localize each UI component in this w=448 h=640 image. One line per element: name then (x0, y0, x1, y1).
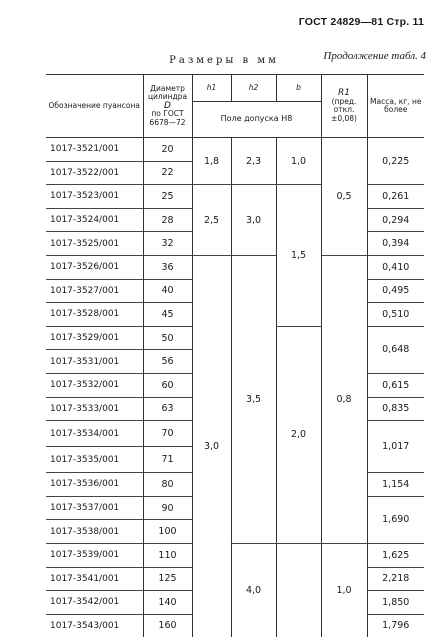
h2-header: h2 (231, 75, 276, 102)
h1-value: 3,0 (192, 255, 231, 637)
table-row (46, 255, 424, 279)
row-mass: 1,690 (367, 496, 424, 543)
r-value: 0,8 (321, 255, 367, 543)
row-designation: 1017-3543/001 (50, 620, 120, 631)
row-diameter: 56 (143, 350, 192, 374)
row-diameter: 70 (143, 421, 192, 447)
h2-value: 3,0 (231, 185, 276, 256)
h2-value: 3,5 (231, 255, 276, 543)
row-mass: 0,615 (367, 373, 424, 397)
row-mass: 0,648 (367, 326, 424, 373)
row-diameter: 140 (143, 591, 192, 615)
row-diameter: 63 (143, 397, 192, 421)
b-value (276, 543, 321, 637)
row-designation: 1017-3528/001 (46, 303, 143, 327)
row-mass: 0,294 (367, 208, 424, 232)
tolerance-field-header: Поле допуска H8 (192, 102, 321, 138)
dimensions-title: Размеры в мм (169, 55, 279, 66)
h2-value: 2,3 (231, 138, 276, 185)
row-diameter: 40 (143, 279, 192, 303)
row-designation: 1017-3523/001 (46, 185, 143, 209)
r-header (321, 75, 367, 138)
row-diameter: 28 (143, 208, 192, 232)
row-diameter: 20 (143, 138, 192, 162)
row-diameter: 50 (143, 326, 192, 350)
diameter-header (143, 75, 192, 138)
h1-value: 1,8 (192, 138, 231, 185)
page-label: Стр. (386, 16, 410, 28)
row-designation: 1017-3538/001 (46, 520, 143, 544)
r-symbol: R1 (338, 88, 350, 98)
row-mass: 1,154 (367, 473, 424, 497)
row-diameter: 25 (143, 185, 192, 209)
b-header: b (276, 75, 321, 102)
page-number: 11 (412, 16, 424, 28)
row-diameter: 110 (143, 543, 192, 567)
row-designation: 1017-3522/001 (46, 161, 143, 185)
row-mass: 0,510 (367, 303, 424, 327)
row-mass: 0,225 (367, 138, 424, 185)
row-diameter: 32 (143, 232, 192, 256)
row-designation: 1017-3536/001 (46, 473, 143, 497)
table-row (46, 138, 424, 162)
row-diameter: 36 (143, 255, 192, 279)
b-value: 1,5 (276, 185, 321, 327)
mass-header: Масса, кг, не более (367, 75, 424, 138)
row-mass: 0,261 (367, 185, 424, 209)
diameter-symbol: D (164, 100, 171, 111)
table-row (46, 185, 424, 209)
row-designation: 1017-3532/001 (46, 373, 143, 397)
row-diameter: 45 (143, 303, 192, 327)
r-value: 0,5 (321, 138, 367, 256)
row-designation: 1017-3531/001 (46, 350, 143, 374)
row-mass: 2,218 (367, 567, 424, 591)
row-mass: 0,394 (367, 232, 424, 256)
row-mass: 0,410 (367, 255, 424, 279)
table-row (46, 543, 424, 567)
row-designation: 1017-3535/001 (46, 447, 143, 473)
row-diameter: 60 (143, 373, 192, 397)
diameter-header-line1: Диаметр цилиндра (147, 83, 188, 102)
h1-header: h1 (192, 75, 231, 102)
row-diameter: 100 (143, 520, 192, 544)
designation-header: Обозначение пуансона (48, 100, 140, 110)
standard-number: ГОСТ 24829—81 (298, 16, 384, 28)
h2-value: 4,0 (231, 543, 276, 637)
r-tolerance: (пред. откл. ±0,08) (331, 96, 357, 123)
row-designation: 1017-3527/001 (46, 279, 143, 303)
row-designation: 1017-3524/001 (46, 208, 143, 232)
b-value: 1,0 (276, 138, 321, 185)
row-designation: 1017-3539/001 (46, 543, 143, 567)
row-mass: 1,796 (367, 614, 424, 637)
row-designation: 1017-3534/001 (46, 421, 143, 447)
row-designation: 1017-3537/001 (46, 496, 143, 520)
row-mass: 1,017 (367, 421, 424, 473)
row-designation: 1017-3541/001 (46, 567, 143, 591)
table-continuation-label: Продолжение табл. 4 (323, 50, 426, 62)
row-designation: 1017-3521/001 (46, 138, 143, 162)
b-value: 2,0 (276, 326, 321, 543)
row-designation: 1017-3526/001 (46, 255, 143, 279)
row-mass: 0,835 (367, 397, 424, 421)
page-header (299, 16, 424, 28)
row-designation: 1017-3533/001 (46, 397, 143, 421)
row-designation: 1017-3525/001 (46, 232, 143, 256)
row-diameter: 125 (143, 567, 192, 591)
h1-value: 2,5 (192, 185, 231, 256)
r-value: 1,0 (321, 543, 367, 637)
diameter-header-line2: по ГОСТ 6678—72 (149, 109, 186, 127)
row-mass: 1,850 (367, 591, 424, 615)
row-mass: 1,625 (367, 543, 424, 567)
punch-dimensions-table (46, 74, 424, 637)
row-designation: 1017-3529/001 (46, 326, 143, 350)
row-diameter: 160 (143, 614, 192, 637)
row-designation: 1017-3542/001 (46, 591, 143, 615)
row-diameter: 90 (143, 496, 192, 520)
row-mass: 0,495 (367, 279, 424, 303)
row-diameter: 80 (143, 473, 192, 497)
row-diameter: 22 (143, 161, 192, 185)
row-diameter: 71 (143, 447, 192, 473)
